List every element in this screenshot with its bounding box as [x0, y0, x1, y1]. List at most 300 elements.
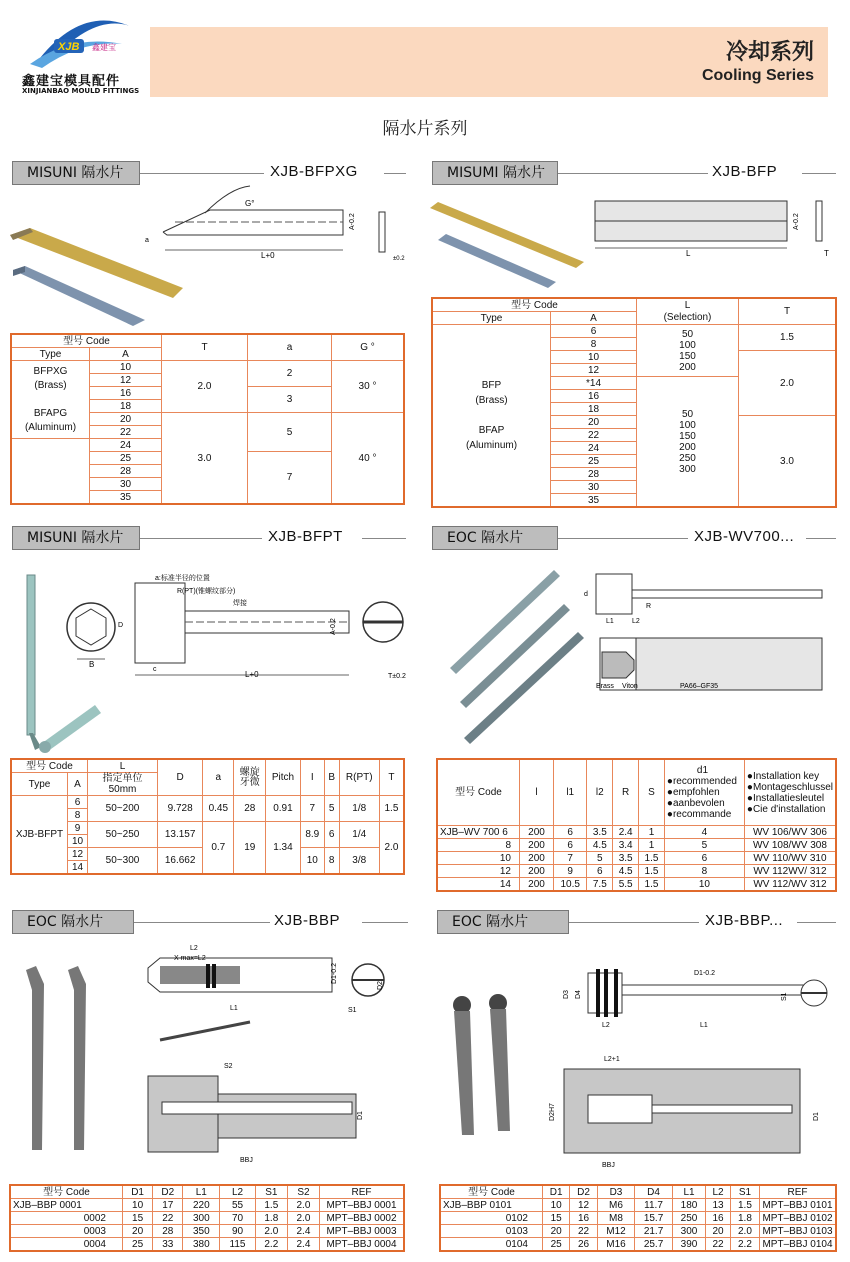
text-label: aanbevolen — [672, 798, 725, 809]
table-cell: 9.728 — [158, 796, 203, 822]
text-label: BFP — [481, 380, 502, 391]
logo-emblem — [22, 14, 142, 70]
table-cell: 5 — [248, 413, 332, 452]
table-cell: 1.5 — [639, 865, 665, 878]
table-cell: S — [639, 760, 665, 826]
table-cell: 16 — [570, 1212, 597, 1225]
table-cell: M8 — [597, 1212, 635, 1225]
bbp-series-table — [440, 1185, 836, 1251]
table-cell: 350 — [183, 1225, 220, 1238]
table-cell: 200 — [520, 826, 554, 839]
table-cell: XJB–BBP 0101 — [441, 1199, 543, 1212]
table-cell: 20 — [90, 413, 162, 426]
table-cell: M12 — [597, 1225, 635, 1238]
table-cell: 5 — [587, 852, 613, 865]
table-cell: d1 ●recommended ●empfohlen ●aanbevolen ●recommande — [664, 760, 744, 826]
table-cell: 20 — [551, 416, 637, 429]
note-weld: 焊接 — [233, 600, 247, 607]
section-code: XJB-BBP — [274, 912, 341, 929]
section-header-wv700 — [432, 526, 836, 550]
table-row — [438, 839, 836, 852]
table-cell: WV 106/WV 306 — [744, 826, 835, 839]
text-label: 100 — [679, 419, 696, 431]
svg-text:L2+1: L2+1 — [604, 1056, 620, 1063]
section-tag: MISUNI 隔水片 — [12, 161, 140, 185]
section-code: XJB-BFPT — [268, 528, 343, 545]
table-cell: 0102 — [441, 1212, 543, 1225]
table-row — [433, 299, 836, 312]
svg-text:d: d — [584, 591, 588, 598]
table-cell: 0004 — [11, 1238, 123, 1251]
text-label: recommande — [672, 809, 732, 820]
table-cell: WV 108/WV 308 — [744, 839, 835, 852]
svg-text:L1: L1 — [606, 618, 614, 625]
table-row — [12, 760, 404, 773]
table-cell: 1.5 — [639, 878, 665, 891]
section-header-bfpt — [12, 526, 406, 550]
text-label: BFAP — [478, 425, 505, 436]
table-cell: 13.157 — [158, 822, 203, 848]
table-cell: REF — [320, 1186, 404, 1199]
section-header-bbp-series — [437, 910, 836, 934]
svg-text:D1: D1 — [357, 1111, 364, 1120]
table-cell: MPT–BBJ 0003 — [320, 1225, 404, 1238]
table-cell: 0.91 — [266, 796, 301, 822]
table-cell: L2 — [706, 1186, 731, 1199]
table-cell: 型号 Code — [438, 760, 520, 826]
section-tag: MISUMI 隔水片 — [432, 161, 558, 185]
bfp-table — [432, 298, 836, 507]
col-g: G ° — [332, 335, 404, 361]
table-cell: l — [520, 760, 554, 826]
table-cell: 0002 — [11, 1212, 123, 1225]
table-cell: 2.2 — [730, 1238, 759, 1251]
table-cell: A — [551, 312, 637, 325]
table-cell: 20 — [706, 1225, 731, 1238]
table-cell: 25 — [543, 1238, 570, 1251]
table-cell: MPT–BBJ 0001 — [320, 1199, 404, 1212]
svg-text:D: D — [118, 622, 124, 629]
table-row — [12, 796, 404, 809]
table-cell — [12, 439, 90, 504]
table-cell: 22 — [153, 1212, 183, 1225]
table-cell: 20 — [543, 1225, 570, 1238]
table-cell: 6 — [587, 865, 613, 878]
table-cell: 21.7 — [635, 1225, 673, 1238]
text-label: 200 — [679, 441, 696, 453]
note-r: R(PT)(锥螺纹部分) — [177, 588, 236, 595]
svg-text:L+0: L+0 — [245, 670, 259, 679]
table-cell: 5 — [324, 796, 339, 822]
table-row — [11, 1225, 404, 1238]
table-cell: D2 — [570, 1186, 597, 1199]
table-cell: 2.0 — [730, 1225, 759, 1238]
table-cell: 12 — [438, 865, 520, 878]
table-cell: 6 — [554, 826, 587, 839]
svg-text:D4: D4 — [575, 990, 582, 999]
table-cell: 250 — [672, 1212, 705, 1225]
table-cell: 3.0 — [739, 416, 836, 507]
table-cell: MPT–BBJ 0102 — [760, 1212, 836, 1225]
table-cell: 1.8 — [730, 1212, 759, 1225]
table-cell: 200 — [520, 839, 554, 852]
section-header-bbp — [12, 910, 408, 934]
table-row — [11, 1186, 404, 1199]
table-cell: MPT–BBJ 0004 — [320, 1238, 404, 1251]
table-cell: 2 — [248, 361, 332, 387]
text-label: L — [684, 299, 691, 311]
table-cell: A — [68, 773, 88, 796]
table-cell: I — [300, 760, 324, 796]
table-cell: 16 — [90, 387, 162, 400]
table-cell: 24 — [90, 439, 162, 452]
table-cell: REF — [760, 1186, 836, 1199]
table-cell: 10 — [68, 835, 88, 848]
table-cell: D2 — [153, 1186, 183, 1199]
table-row — [12, 335, 404, 348]
label-bbj: BBJ — [602, 1162, 615, 1169]
label-brass: Brass — [596, 683, 614, 690]
table-cell: 1/8 — [339, 796, 379, 822]
table-cell: 3 — [248, 387, 332, 413]
col-t: T — [162, 335, 248, 361]
table-row — [438, 865, 836, 878]
table-cell: 指定单位50mm — [88, 773, 158, 796]
table-cell: 11.7 — [635, 1199, 673, 1212]
table-cell: 28 — [90, 465, 162, 478]
svg-text:S1: S1 — [348, 1007, 357, 1014]
table-cell: 1.5 — [379, 796, 403, 822]
table-row — [441, 1225, 836, 1238]
table-cell: 0.45 — [203, 796, 234, 822]
table-cell: 12 — [90, 374, 162, 387]
table-cell: 1 — [639, 826, 665, 839]
section-code: XJB-WV700... — [694, 528, 795, 545]
svg-text:D1-0.2: D1-0.2 — [694, 970, 716, 977]
table-cell: 1/4 — [339, 822, 379, 848]
table-cell: 70 — [220, 1212, 256, 1225]
text-label: 螺旋 — [239, 766, 260, 778]
table-cell: 22 — [570, 1225, 597, 1238]
table-cell: 2.4 — [287, 1238, 319, 1251]
logo-company-en: XINJIANBAO MOULD FITTINGS — [22, 87, 140, 95]
table-cell: 26 — [570, 1238, 597, 1251]
table-row — [441, 1186, 836, 1199]
table-cell: 8 — [664, 865, 744, 878]
table-cell: WV 112/WV 312 — [744, 878, 835, 891]
svg-text:A-0.2: A-0.2 — [330, 618, 337, 635]
table-cell: 17 — [153, 1199, 183, 1212]
svg-text:B: B — [89, 660, 95, 669]
svg-text:L: L — [686, 249, 691, 258]
table-cell: 10 — [300, 848, 324, 874]
table-cell: D3 — [597, 1186, 635, 1199]
logo-badge: XJB — [58, 41, 80, 53]
type-brass: BFPXG — [33, 365, 68, 377]
table-cell: L1 — [672, 1186, 705, 1199]
table-cell: *14 — [551, 377, 637, 390]
logo-company-cn: 鑫建宝模具配件 — [22, 74, 121, 89]
wv700-drawing — [436, 560, 838, 750]
table-cell: 2.4 — [613, 826, 639, 839]
table-cell: 25.7 — [635, 1238, 673, 1251]
table-cell: 35 — [551, 494, 637, 507]
svg-text:X max=L2: X max=L2 — [174, 955, 206, 962]
table-cell: 180 — [672, 1199, 705, 1212]
table-cell: D — [158, 760, 203, 796]
table-cell: 16 — [551, 390, 637, 403]
table-cell: 16.662 — [158, 848, 203, 874]
table-cell: 10 — [438, 852, 520, 865]
table-cell: 1.8 — [255, 1212, 287, 1225]
table-cell: 28 — [234, 796, 266, 822]
col-type: Type — [12, 348, 90, 361]
svg-text:D2H7: D2H7 — [549, 1103, 556, 1121]
bfp-drawing — [428, 190, 838, 290]
table-cell: 1.5 — [639, 852, 665, 865]
table-cell: 55 — [220, 1199, 256, 1212]
table-row — [12, 822, 404, 835]
section-tag: MISUNI 隔水片 — [12, 526, 140, 550]
section-code: XJB-BBP... — [705, 912, 784, 929]
table-cell: 0104 — [441, 1238, 543, 1251]
col-a-cap: A — [90, 348, 162, 361]
text-label: 150 — [679, 350, 696, 362]
logo-badge-cn: 鑫建宝 — [92, 43, 116, 52]
table-cell: 30 ° — [332, 361, 404, 413]
bbp-drawing — [10, 940, 410, 1180]
table-cell: MPT–BBJ 0103 — [760, 1225, 836, 1238]
section-tag: EOC 隔水片 — [12, 910, 134, 934]
text-label: 200 — [679, 361, 696, 373]
table-cell: 6 — [551, 325, 637, 338]
table-cell: 7 — [248, 452, 332, 504]
table-cell: XJB–WV 700 6 — [438, 826, 520, 839]
table-cell: Pitch — [266, 760, 301, 796]
table-cell: WV 110/WV 310 — [744, 852, 835, 865]
table-cell: 4.5 — [587, 839, 613, 852]
table-cell: S1 — [730, 1186, 759, 1199]
table-cell: 12 — [551, 364, 637, 377]
table-cell: 2.0 — [255, 1225, 287, 1238]
table-cell: 4 — [664, 826, 744, 839]
table-cell: D1 — [543, 1186, 570, 1199]
table-cell: 40 ° — [332, 413, 404, 504]
table-row — [11, 1212, 404, 1225]
type-aluminum: BFAPG — [33, 407, 68, 419]
table-cell: 2.2 — [255, 1238, 287, 1251]
header-title-cn: 冷却系列 — [725, 40, 814, 65]
table-cell: 0003 — [11, 1225, 123, 1238]
text-label: Installation key — [752, 770, 820, 782]
bfpxg-table — [11, 334, 404, 504]
table-cell: 8 — [324, 848, 339, 874]
svg-text:S2: S2 — [224, 1063, 233, 1070]
bfpt-table — [11, 759, 404, 874]
table-cell: 10 — [543, 1199, 570, 1212]
table-cell: 22 — [706, 1238, 731, 1251]
table-cell: 18 — [90, 400, 162, 413]
table-cell: 15 — [123, 1212, 153, 1225]
bbp-table — [10, 1185, 404, 1251]
table-cell: 50~300 — [88, 848, 158, 874]
table-cell: 7 — [554, 852, 587, 865]
table-cell: 2.0 — [379, 822, 403, 874]
svg-text:A-0.2: A-0.2 — [793, 213, 800, 230]
text-label: 50 — [681, 328, 694, 340]
table-cell: 8.9 — [300, 822, 324, 848]
table-cell: 300 — [183, 1212, 220, 1225]
table-cell: 90 — [220, 1225, 256, 1238]
table-cell: MPT–BBJ 0104 — [760, 1238, 836, 1251]
table-cell: 3.5 — [587, 826, 613, 839]
text-label: empfohlen — [672, 787, 720, 798]
table-cell: T — [379, 760, 403, 796]
table-cell: 25 — [551, 455, 637, 468]
text-label: (Aluminum) — [465, 440, 518, 451]
table-cell: 1.5 — [730, 1199, 759, 1212]
table-cell: 10 — [664, 878, 744, 891]
table-cell: 16 — [706, 1212, 731, 1225]
svg-text:T±0.2: T±0.2 — [388, 673, 406, 680]
table-cell: L — [88, 760, 158, 773]
table-cell: Type — [433, 312, 551, 325]
table-cell: 3/8 — [339, 848, 379, 874]
note-a: a:标准半径的位置 — [155, 575, 210, 582]
svg-text:R: R — [646, 603, 652, 610]
header-title-en: Cooling Series — [701, 67, 814, 84]
svg-text:a: a — [145, 237, 149, 244]
section-tag: EOC 隔水片 — [432, 526, 558, 550]
table-cell: 6 — [68, 796, 88, 809]
table-cell: 0103 — [441, 1225, 543, 1238]
table-row — [433, 325, 836, 338]
section-code: XJB-BFP — [712, 163, 778, 180]
table-cell: 18 — [551, 403, 637, 416]
svg-text:D1-0.2: D1-0.2 — [331, 962, 338, 984]
svg-text:L2: L2 — [602, 1022, 610, 1029]
table-cell: a — [203, 760, 234, 796]
table-row — [11, 1199, 404, 1212]
text-label: d1 — [696, 765, 709, 776]
table-cell — [637, 299, 739, 325]
svg-text:L1: L1 — [230, 1005, 238, 1012]
text-label: Installatiesleutel — [752, 792, 825, 804]
table-cell: WV 112WV/ 312 — [744, 865, 835, 878]
svg-text:D2: D2 — [377, 981, 384, 990]
table-cell: 30 — [90, 478, 162, 491]
table-row — [12, 361, 404, 374]
type-brass-sub: (Brass) — [34, 379, 67, 391]
table-cell: XJB–BBP 0001 — [11, 1199, 123, 1212]
table-cell: R(PT) — [339, 760, 379, 796]
type-aluminum-sub: (Aluminum) — [24, 421, 77, 433]
table-cell: 1.5 — [739, 325, 836, 351]
table-cell: 8 — [438, 839, 520, 852]
table-cell: 9 — [68, 822, 88, 835]
table-cell: 3.5 — [613, 852, 639, 865]
table-cell: R — [613, 760, 639, 826]
table-cell: S2 — [287, 1186, 319, 1199]
svg-text:D3: D3 — [563, 990, 570, 999]
svg-text:D1: D1 — [813, 1112, 820, 1121]
table-cell — [637, 377, 739, 507]
table-cell: 15 — [543, 1212, 570, 1225]
col-a: a — [248, 335, 332, 361]
table-cell — [12, 361, 90, 439]
table-cell: 型号 Code — [11, 1186, 123, 1199]
table-cell: D4 — [635, 1186, 673, 1199]
table-cell: 35 — [90, 491, 162, 504]
table-cell: 20 — [123, 1225, 153, 1238]
table-cell: 5.5 — [613, 878, 639, 891]
table-cell: 33 — [153, 1238, 183, 1251]
label-viton: Viton — [622, 683, 638, 690]
table-row — [441, 1212, 836, 1225]
text-label: 100 — [679, 339, 696, 351]
text-label: 牙微 — [239, 776, 260, 788]
table-cell: 390 — [672, 1238, 705, 1251]
table-cell: B — [324, 760, 339, 796]
table-cell: 7 — [300, 796, 324, 822]
table-cell: MPT–BBJ 0101 — [760, 1199, 836, 1212]
table-cell: 1.34 — [266, 822, 301, 874]
table-cell: T — [739, 299, 836, 325]
table-cell: M16 — [597, 1238, 635, 1251]
table-cell: 25 — [123, 1238, 153, 1251]
table-cell: 380 — [183, 1238, 220, 1251]
table-row — [11, 1238, 404, 1251]
table-cell: 7.5 — [587, 878, 613, 891]
table-cell: 9 — [554, 865, 587, 878]
table-cell: 30 — [551, 481, 637, 494]
table-cell: D1 — [123, 1186, 153, 1199]
table-cell: Type — [12, 773, 68, 796]
table-row — [438, 852, 836, 865]
table-cell: 0.7 — [203, 822, 234, 874]
table-cell: 10 — [90, 361, 162, 374]
table-cell: 12 — [68, 848, 88, 861]
table-cell: 50~250 — [88, 822, 158, 848]
table-cell: 14 — [68, 861, 88, 874]
table-cell: 220 — [183, 1199, 220, 1212]
text-label: Cie d'installation — [752, 803, 826, 815]
table-cell — [234, 760, 266, 796]
table-cell: XJB-BFPT — [12, 796, 68, 874]
table-cell: 10 — [551, 351, 637, 364]
page-title: 隔水片系列 — [382, 119, 468, 139]
text-label: 300 — [679, 463, 696, 475]
table-cell: 15.7 — [635, 1212, 673, 1225]
table-cell: 6 — [664, 852, 744, 865]
text-label: (Brass) — [475, 395, 508, 406]
table-cell: 25 — [90, 452, 162, 465]
table-cell: S1 — [255, 1186, 287, 1199]
table-row — [441, 1199, 836, 1212]
table-cell: 24 — [551, 442, 637, 455]
table-cell: 2.0 — [739, 351, 836, 416]
table-cell: 10.5 — [554, 878, 587, 891]
table-cell: 28 — [551, 468, 637, 481]
table-cell: 22 — [551, 429, 637, 442]
table-cell: 1.5 — [255, 1199, 287, 1212]
svg-text:T: T — [824, 249, 829, 258]
text-label: recommended — [672, 776, 737, 787]
table-cell: L1 — [183, 1186, 220, 1199]
table-cell: 200 — [520, 878, 554, 891]
table-cell: 型号 Code — [433, 299, 637, 312]
table-cell: 6 — [324, 822, 339, 848]
